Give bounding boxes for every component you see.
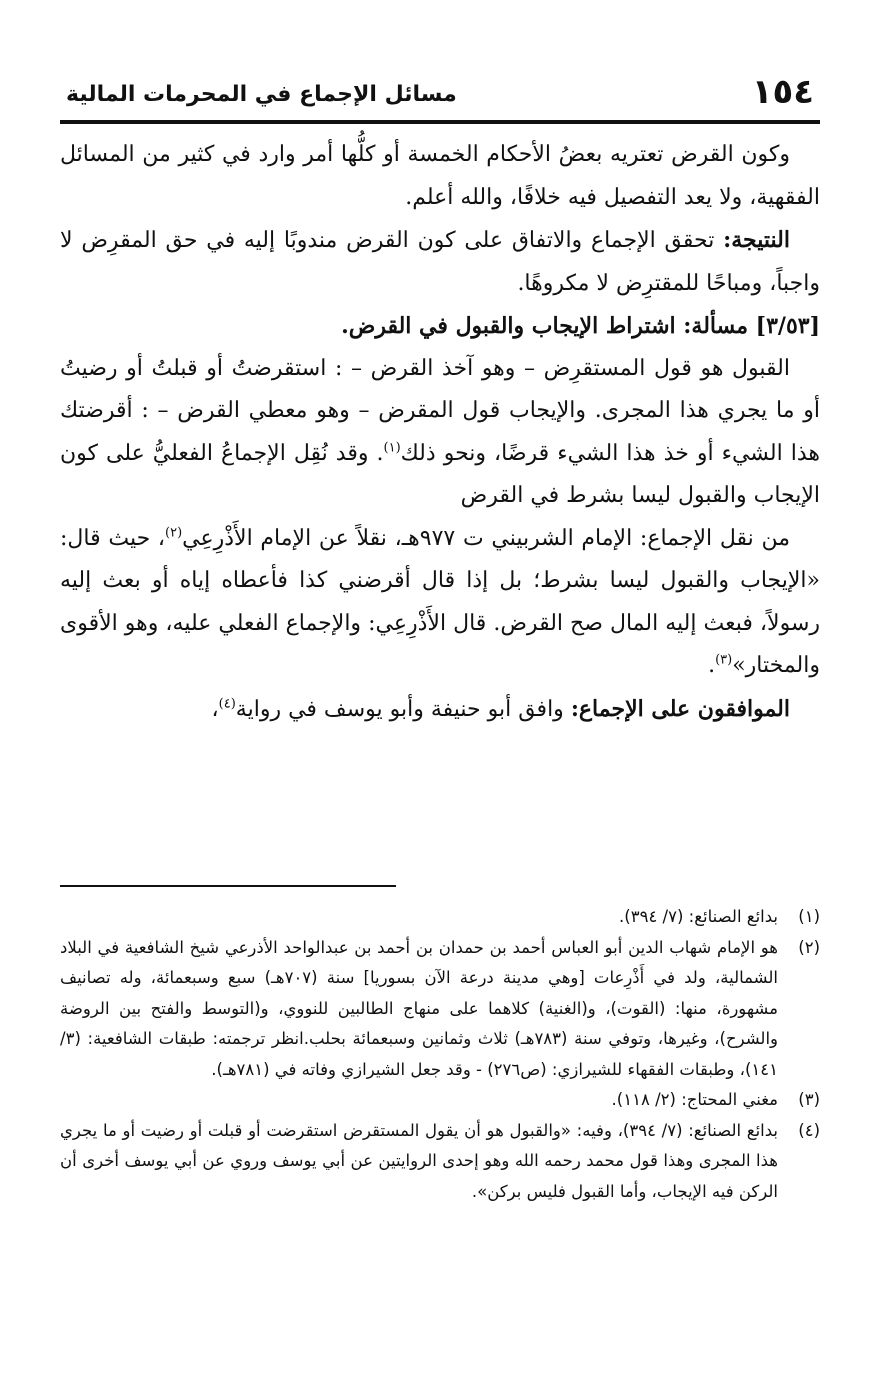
header-rule [60,120,820,124]
paragraph-agreeing [60,688,820,732]
quote-text: ، حيث قال: «الإيجاب والقبول ليسا بشرط؛ بل إذا قال أقرضني كذا فأعطاه إياه أو بعث إليه رسولاً، فبعث إليه المال صح القرض. قال الأَذْرِعِي: والإجماع الفعلي عليه، وهو الأقوى والمختار» [60,525,820,678]
footnote-number: (٢) [798,937,820,957]
agreeing-end: ، [211,696,219,722]
page-header [60,70,820,122]
footnote-ref-2[interactable]: (٢) [165,525,183,541]
paragraph-1: وكون القرض تعتريه بعضُ الأحكام الخمسة أو كلُّها أمر وارد في كثير من المسائل الفقهية، ولا يعد التفصيل فيه خلافًا، والله أعلم. [60,142,820,210]
footnote-ref-3[interactable]: (٣) [715,652,733,668]
main-text [60,134,820,731]
footnote-number: (١) [798,907,820,926]
paragraph-result [60,219,820,305]
footnote-text: بدائع الصنائع: (٧/ ٣٩٤). [619,907,778,926]
result-text: تحقق الإجماع والاتفاق على كون القرض مندوبًا إليه في حق المقرِض لا واجباً، ومباحًا للمقترِض لا مكروهًا. [60,228,820,296]
running-title: مسائل الإجماع في المحرمات المالية [66,82,457,107]
footnote-ref-1[interactable]: (١) [383,440,401,456]
transmitter-text: من نقل الإجماع: الإمام الشربيني ت ٩٧٧هـ، نقلاً عن الإمام الأَذْرِعِي [182,525,791,551]
page-number: ١٥٤ [751,72,814,112]
agreeing-text: وافق أبو حنيفة وأبو يوسف في رواية [235,696,571,722]
footnote-number: (٤) [798,1120,820,1140]
footnote [60,1085,820,1116]
paragraph-definition [60,348,820,518]
footnote-number: (٣) [798,1090,820,1109]
book-page [60,70,820,1370]
definition-text-end: . وقد نُقِل الإجماعُ الفعليُّ على كون الإيجاب والقبول ليسا بشرط في القرض [60,440,820,508]
footnote-text: هو الإمام شهاب الدين أبو العباس أحمد بن حمدان بن أحمد بن عبدالواحد الأذرعي شيخ الشافعية في البلاد الشمالية، ولد في أَذْرِعات [وهي مدينة درعة الآن بسوريا] سنة (٧٠٧هـ) سبع وسبعمائة، وله تصانيف مشهورة، منها: (القوت)، و(الغنية) كلاهما على منهاج الطالبين للنووي، و(التوسط والفتح بين الروضة والشرح)، وغيرها، وتوفي سنة (٧٨٣هـ) ثلاث وثمانين وسبعمائة بحلب.انظر ترجمته: طبقات الشافعية: (٣/ ١٤١)، وطبقات الفقهاء للشيرازي: (ص٢٧٦) - وقد جعل الشيرازي وفاته في (٧٨١هـ). [60,937,779,1079]
paragraph-transmitter [60,518,820,688]
definition-text: القبول هو قول المستقرِض – وهو آخذ القرض – : استقرضتُ أو قبلتُ أو رضيتُ أو ما يجري هذا المجرى. والإيجاب قول المقرض – وهو معطي القرض – : أقرضتك هذا الشيء أو خذ هذا الشيء قرضًا، ونحو ذلك [60,355,821,466]
quote-end: . [708,653,716,678]
section-heading: [٣/٥٣] مسألة: اشتراط الإيجاب والقبول في القرض. [341,313,820,339]
footnote [60,902,820,933]
footnote [60,933,820,1086]
agreeing-label: الموافقون على الإجماع: [570,695,790,722]
footnote-ref-4[interactable]: (٤) [218,696,236,712]
result-label: النتيجة: [723,227,790,253]
footnotes [60,902,820,1207]
footnote-text: مغني المحتاج: (٢/ ١١٨). [611,1090,778,1109]
footnote [60,1116,820,1208]
footnote-text: بدائع الصنائع: (٧/ ٣٩٤)، وفيه: «والقبول هو أن يقول المستقرض استقرضت أو قبلت أو رضيت أو ما يجري هذا المجرى وهذا قول محمد رحمه الله وهو إحدى الروايتين عن أبي يوسف وروي عن أبي يوسف أخرى أن الركن فيه الإيجاب، وأما القبول فليس بركن». [60,1120,779,1201]
footnote-separator [60,885,396,887]
